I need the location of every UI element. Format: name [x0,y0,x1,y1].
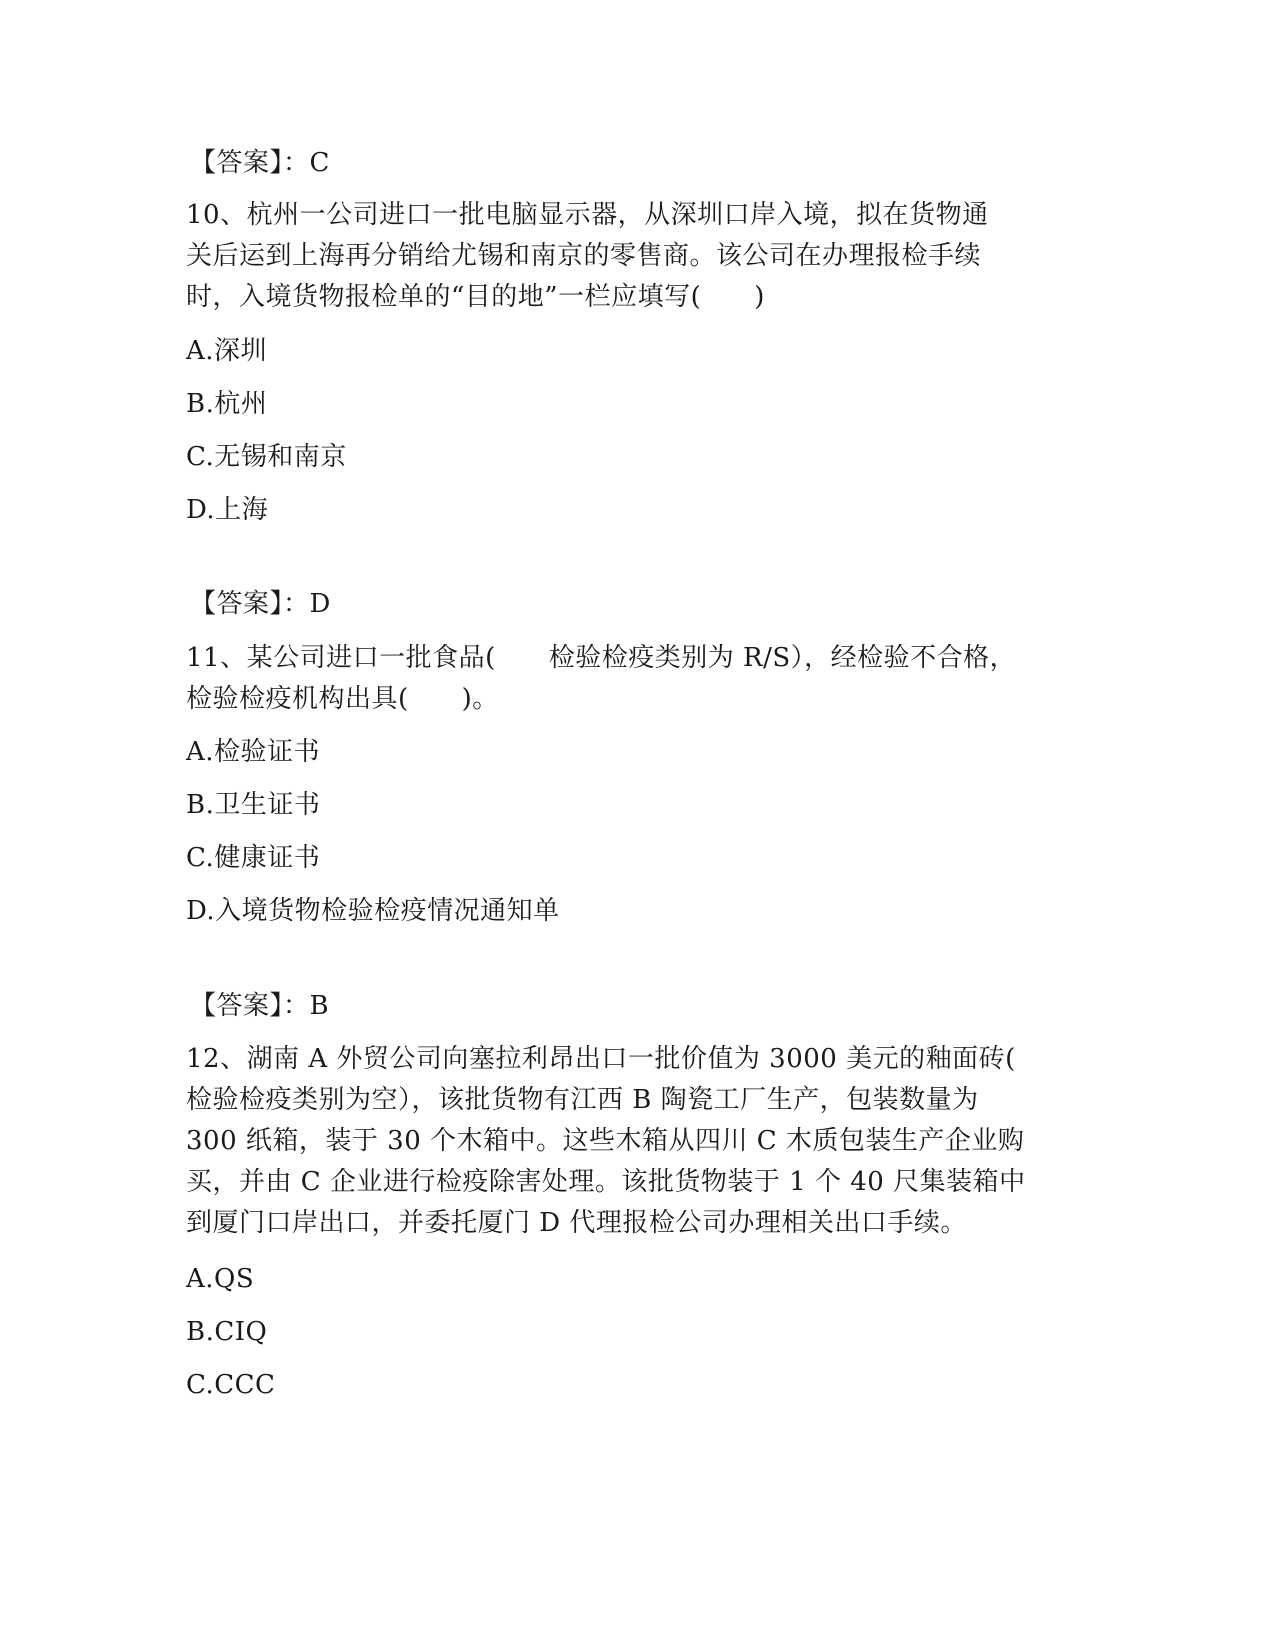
answer-label: 【答案】： [190,589,310,619]
question-10-line-3: 时，入境货物报检单的“目的地”一栏应填写( ) [186,282,765,312]
question-12-line-1: 12、湖南 A 外贸公司向塞拉利昂出口一批价值为 3000 美元的釉面砖( [186,1044,1016,1074]
answer-label: 【答案】： [190,991,310,1021]
question-12-line-5: 到厦门口岸出口，并委托厦门 D 代理报检公司办理相关出口手续。 [186,1208,967,1238]
question-12-line-2: 检验检疫类别为空），该批货物有江西 B 陶瓷工厂生产，包装数量为 [186,1085,979,1115]
answer-value: D [309,589,331,619]
answer-value: B [309,991,330,1021]
option-b: B.杭州 [186,389,268,419]
option-c: C.健康证书 [186,843,321,873]
question-10-line-1: 10、杭州一公司进口一批电脑显示器，从深圳口岸入境，拟在货物通 [186,200,989,230]
option-d: D.上海 [186,495,269,525]
option-a: A.QS [186,1264,255,1294]
option-a: A.深圳 [186,336,268,366]
answer-line [190,591,331,617]
question-11-line-2: 检验检疫机构出具( )。 [186,684,499,714]
option-b: B.CIQ [186,1317,268,1347]
answer-line [190,150,330,176]
option-c: C.CCC [186,1370,276,1400]
option-a: A.检验证书 [186,737,321,767]
option-b: B.卫生证书 [186,790,321,820]
option-d: D.入境货物检验检疫情况通知单 [186,896,560,926]
question-10-line-2: 关后运到上海再分销给尤锡和南京的零售商。该公司在办理报检手续 [186,241,982,271]
question-11-line-1: 11、某公司进口一批食品( 检验检疫类别为 R/S），经检验不合格， [186,643,1017,673]
question-12-line-3: 300 纸箱，装于 30 个木箱中。这些木箱从四川 C 木质包装生产企业购 [186,1126,1025,1156]
answer-label: 【答案】： [190,148,310,178]
option-c: C.无锡和南京 [186,442,347,472]
answer-line [190,993,329,1019]
answer-value: C [309,148,330,178]
question-12-line-4: 买，并由 C 企业进行检疫除害处理。该批货物装于 1 个 40 尺集装箱中 [186,1167,1026,1197]
